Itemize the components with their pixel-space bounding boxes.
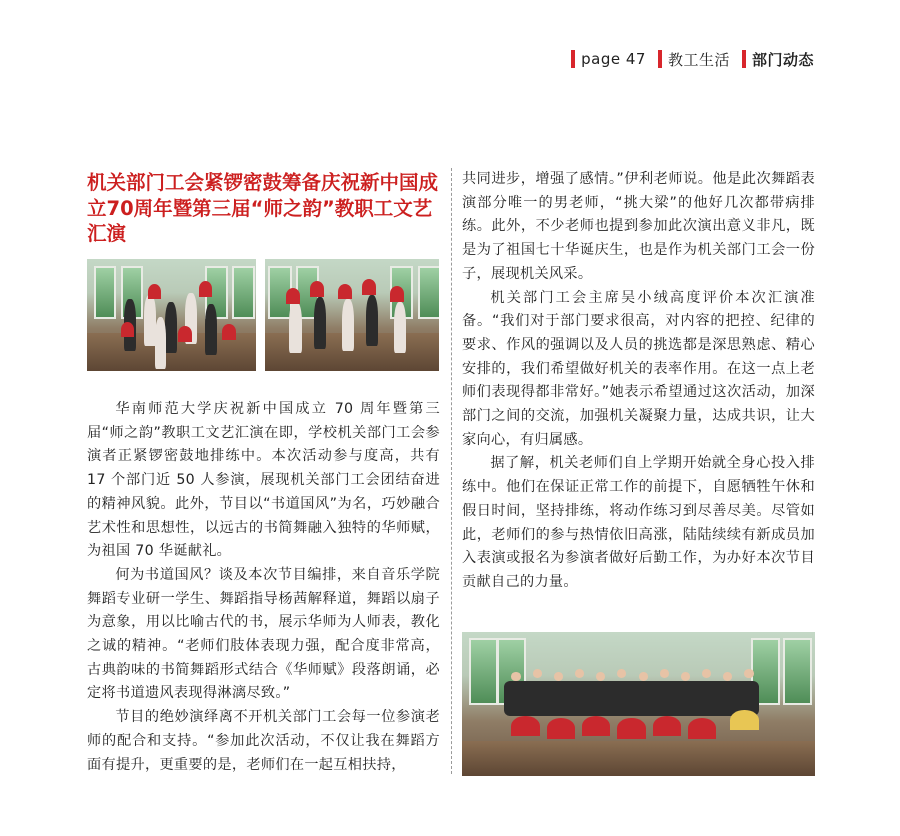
page-header (571, 46, 814, 72)
paragraph: 何为书道国风？谈及本次节目编排，来自音乐学院舞蹈专业研一学生、舞蹈指导杨茜解释道，舞蹈以扇子为意象，用以比喻古代的书，展示华师为人师表，教化之诚的精神。“老师们肢体表现力强，配合度非常高，古典韵味的书简舞蹈形式结合《华师赋》段落朗诵，必定将书道遗风表现得淋漓尽致。” (87, 566, 440, 702)
paragraph: 节目的绝妙演绎离不开机关部门工会每一位参演老师的配合和支持。“参加此次活动，不仅让我在舞蹈方面有提升，更重要的是，老师们在一起互相扶持， (87, 709, 440, 773)
section-label: 教工生活 (667, 50, 730, 69)
subsection-label: 部门动态 (751, 50, 814, 69)
paragraph: 机关部门工会主席吴小绒高度评价本次汇演准备。“我们对于部门要求很高，对内容的把控、纪律的要求、作风的强调以及人员的挑选都是深思熟虑、精心安排的，我们希望做好机关的表率作用。在这一点上老师们表现得都非常好。”她表示希望通过这次活动，加深部门之间的交流，加强机关凝聚力量，达成共识，让大家向心，有归属感。 (462, 289, 815, 448)
page-number: page 47 (581, 50, 646, 68)
group-photo (462, 632, 815, 776)
paragraph: 共同进步，增强了感情。”伊利老师说。他是此次舞蹈表演部分唯一的男老师，“挑大梁”的他好几次都带病排练。此外，不少老师也提到参加此次演出意义非凡，既是为了祖国七十华诞庆生，也是作为机关部门工会一份子，展现机关风采。 (462, 171, 815, 282)
rehearsal-photo-2 (265, 259, 439, 371)
header-bar (742, 50, 746, 68)
rehearsal-photo-1 (87, 259, 256, 371)
left-column (87, 398, 440, 777)
article-title: 机关部门工会紧锣密鼓筹备庆祝新中国成立70周年暨第三届“师之韵”教职工文艺汇演 (87, 171, 439, 245)
header-bar (571, 50, 575, 68)
paragraph: 据了解，机关老师们自上学期开始就全身心投入排练中。他们在保证正常工作的前提下，自愿牺牲午休和假日时间，坚持排练，将动作练习到尽善尽美。尽管如此，老师们的参与热情依旧高涨，陆陆续续有新成员加入表演或报名为参演者做好后勤工作，为办好本次节目贡献自己的力量。 (462, 455, 815, 590)
header-bar (658, 50, 662, 68)
column-divider (451, 168, 452, 774)
paragraph: 华南师范大学庆祝新中国成立 70 周年暨第三届“师之韵”教职工文艺汇演在即，学校机关部门工会参演者正紧锣密鼓地排练中。本次活动参与度高，共有 17 个部门近 50 人参演，展现机关部门工会团结奋进的精神风貌。此外，节目以“书道国风”为名，巧妙融合艺术性和思想性，以远古的书简舞融入独特的华师赋，为祖国 70 华诞献礼。 (87, 401, 440, 560)
right-column (462, 168, 815, 595)
